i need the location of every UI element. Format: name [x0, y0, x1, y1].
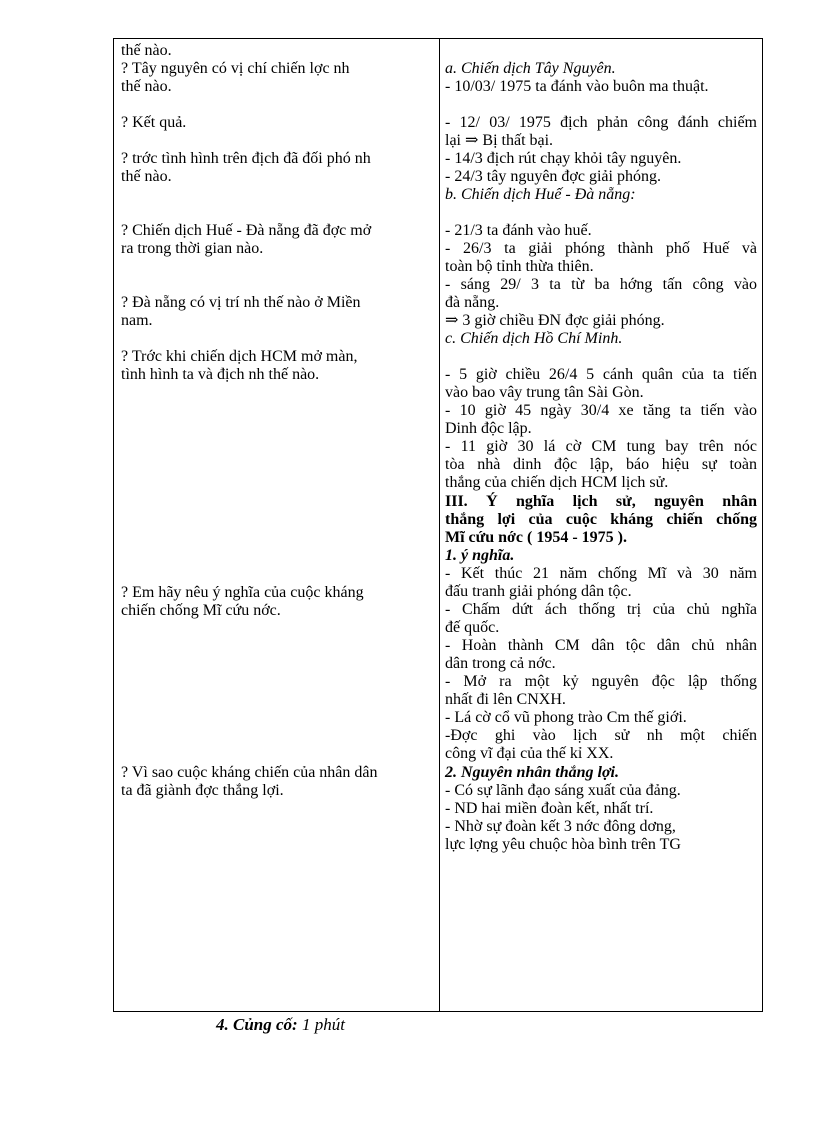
section-heading: III. Ý nghĩa lịch sử, nguyên nhân [445, 493, 757, 510]
question-line: ? Trớc khi chiến dịch HCM mở màn, [121, 348, 358, 365]
answer-line: tòa nhà dinh độc lập, báo hiệu sự toàn [445, 456, 757, 473]
question-line: ? trớc tình hình trên địch đã đối phó nh [121, 150, 371, 167]
question-line: thế nào. [121, 42, 172, 59]
question-line: chiến chống Mĩ cứu nớc. [121, 602, 281, 619]
subsection-heading: 1. ý nghĩa. [445, 547, 515, 564]
answer-line: - Chấm dứt ách thống trị của chủ nghĩa [445, 601, 757, 618]
answer-line: - 10/03/ 1975 ta đánh vào buôn ma thuật. [445, 78, 709, 95]
subsection-heading: 2. Nguyên nhân thắng lợi. [445, 764, 619, 781]
answer-line: ⇒ 3 giờ chiều ĐN đợc giải phóng. [445, 312, 665, 329]
section-heading: thắng lợi của cuộc kháng chiến chống [445, 511, 757, 528]
consolidation-footer [216, 1015, 345, 1035]
answer-line: đấu tranh giải phóng dân tộc. [445, 583, 632, 600]
answer-line: -Đợc ghi vào lịch sử nh một chiến [445, 727, 757, 744]
section-heading: b. Chiến dịch Huế - Đà nẵng: [445, 186, 636, 203]
answer-line: đà nẵng. [445, 294, 500, 311]
answer-line: toàn bộ tỉnh thừa thiên. [445, 258, 594, 275]
answer-line: - Hoàn thành CM dân tộc dân chủ nhân [445, 637, 757, 654]
footer-label: 4. Củng cố: [216, 1015, 298, 1034]
answer-line: công vĩ đại của thế kỉ XX. [445, 745, 614, 762]
answer-line: - Lá cờ cổ vũ phong trào Cm thế giới. [445, 709, 687, 726]
column-divider [439, 39, 440, 1011]
section-heading: Mĩ cứu nớc ( 1954 - 1975 ). [445, 529, 627, 546]
lesson-table [113, 38, 763, 1012]
question-line: tình hình ta và địch nh thế nào. [121, 366, 320, 383]
answer-line: - sáng 29/ 3 ta từ ba hớng tấn công vào [445, 276, 757, 293]
answer-line: đế quốc. [445, 619, 500, 636]
footer-value: 1 phút [301, 1015, 345, 1034]
question-line: ra trong thời gian nào. [121, 240, 264, 257]
question-line: thế nào. [121, 78, 172, 95]
answer-line: - 12/ 03/ 1975 địch phản công đánh chiếm [445, 114, 757, 131]
answer-line: thắng của chiến dịch HCM lịch sử. [445, 474, 669, 491]
answer-line: - 5 giờ chiều 26/4 5 cánh quân của ta tiến [445, 366, 757, 383]
answer-line: - 26/3 ta giải phóng thành phố Huế và [445, 240, 757, 257]
answer-line: - Nhờ sự đoàn kết 3 nớc đông dơng, [445, 818, 676, 835]
answer-line: - 21/3 ta đánh vào huế. [445, 222, 592, 239]
question-line: ? Tây nguyên có vị chí chiến lợc nh [121, 60, 350, 77]
answer-line: - 14/3 địch rút chạy khỏi tây nguyên. [445, 150, 682, 167]
answer-line: - Có sự lãnh đạo sáng xuất của đảng. [445, 782, 681, 799]
answer-line: lực lợng yêu chuộc hòa bình trên TG [445, 836, 681, 853]
answer-line: lại ⇒ Bị thất bại. [445, 132, 554, 149]
question-line: ta đã giành đợc thắng lợi. [121, 782, 284, 799]
question-line: ? Vì sao cuộc kháng chiến của nhân dân [121, 764, 378, 781]
section-heading: c. Chiến dịch Hồ Chí Minh. [445, 330, 623, 347]
answer-line: - ND hai miền đoàn kết, nhất trí. [445, 800, 654, 817]
question-line: ? Kết quả. [121, 114, 187, 131]
answer-line: - Mở ra một kỷ nguyên độc lập thống [445, 673, 757, 690]
question-line: ? Đà nẵng có vị trí nh thế nào ở Miền [121, 294, 361, 311]
answer-line: Dinh độc lập. [445, 420, 532, 437]
question-line: thế nào. [121, 168, 172, 185]
section-heading: a. Chiến dịch Tây Nguyên. [445, 60, 616, 77]
answer-line: - 11 giờ 30 lá cờ CM tung bay trên nóc [445, 438, 757, 455]
question-line: ? Chiến dịch Huế - Đà nẵng đã đợc mở [121, 222, 372, 239]
question-line: ? Em hãy nêu ý nghĩa của cuộc kháng [121, 584, 364, 601]
answer-line: nhất đi lên CNXH. [445, 691, 566, 708]
answer-line: - 24/3 tây nguyên đợc giải phóng. [445, 168, 661, 185]
answer-line: dân trong cả nớc. [445, 655, 556, 672]
question-line: nam. [121, 312, 153, 329]
answer-line: - Kết thúc 21 năm chống Mĩ và 30 năm [445, 565, 757, 582]
answer-line: vào bao vây trung tân Sài Gòn. [445, 384, 644, 401]
answer-line: - 10 giờ 45 ngày 30/4 xe tăng ta tiến vào [445, 402, 757, 419]
